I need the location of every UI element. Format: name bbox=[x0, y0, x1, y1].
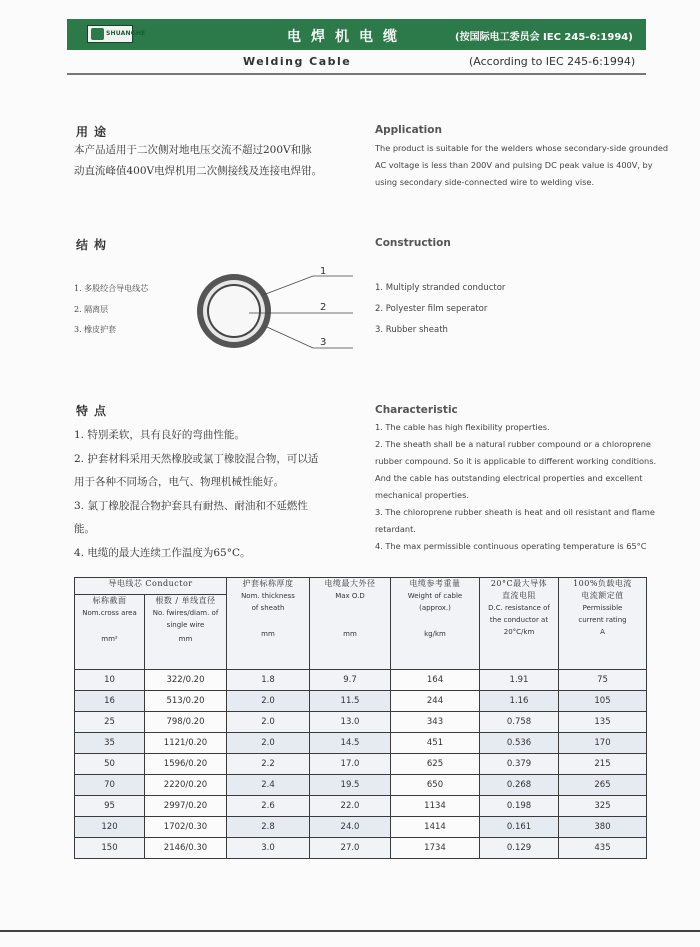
characteristic-cn-line: 2. 护套材料采用天然橡胶或氯丁橡胶混合物，可以适 bbox=[74, 452, 319, 465]
table-cell: 2.0 bbox=[227, 691, 310, 712]
application-en-line: The product is suitable for the welders whose secondary-side grounded bbox=[375, 143, 669, 153]
construction-item-en: 2. Polyester film seperator bbox=[375, 304, 488, 314]
characteristic-text-en bbox=[375, 419, 656, 555]
characteristic-text-cn bbox=[74, 424, 349, 565]
application-cn-line: 本产品适用于二次侧对地电压交流不超过200V和脉 bbox=[74, 144, 312, 156]
table-cell: 16 bbox=[75, 691, 145, 712]
table-cell: 9.7 bbox=[310, 670, 391, 691]
application-cn-line: 动直流峰值400V电焊机用二次侧接线及连接电焊钳。 bbox=[74, 165, 323, 177]
table-cell: 50 bbox=[75, 754, 145, 775]
table-cell: 2.0 bbox=[227, 733, 310, 754]
table-row bbox=[75, 796, 647, 817]
table-cell: 1121/0.20 bbox=[145, 733, 227, 754]
table-row bbox=[75, 838, 647, 859]
table-cell: 322/0.20 bbox=[145, 670, 227, 691]
application-heading-cn: 用途 bbox=[76, 125, 113, 139]
header-unit: mm bbox=[261, 630, 275, 638]
title-cn: 电焊机电缆 bbox=[287, 29, 407, 45]
table-cell: 25 bbox=[75, 712, 145, 733]
callout-line-1 bbox=[263, 276, 353, 295]
application-heading-en: Application bbox=[375, 124, 442, 136]
application-text-en bbox=[375, 140, 668, 191]
column-header-max-od bbox=[310, 578, 391, 670]
table-cell: 513/0.20 bbox=[145, 691, 227, 712]
header-en: Weight of cable bbox=[407, 592, 463, 600]
header-unit: 20°C/km bbox=[503, 628, 535, 636]
header-en: (approx.) bbox=[419, 604, 451, 612]
table-cell: 3.0 bbox=[227, 838, 310, 859]
table-cell: 0.536 bbox=[480, 733, 559, 754]
table-cell: 17.0 bbox=[310, 754, 391, 775]
table-cell: 244 bbox=[391, 691, 480, 712]
table-cell: 75 bbox=[559, 670, 647, 691]
table-cell: 1414 bbox=[391, 817, 480, 838]
table-row bbox=[75, 775, 647, 796]
construction-heading-en: Construction bbox=[375, 237, 451, 249]
table-row bbox=[75, 754, 647, 775]
application-en-line: AC voltage is less than 200V and pulsing DC peak value is 400V, by bbox=[375, 160, 653, 170]
table-cell: 1.91 bbox=[480, 670, 559, 691]
table-cell: 435 bbox=[559, 838, 647, 859]
column-header-wires bbox=[145, 595, 227, 670]
header-en: Nom. thickness bbox=[241, 592, 295, 600]
header-cn: 根数 / 单线直径 bbox=[155, 596, 216, 605]
column-header-weight bbox=[391, 578, 480, 670]
header-cn: 电流额定值 bbox=[581, 591, 624, 600]
header-en: Nom.cross area bbox=[82, 609, 137, 617]
table-cell: 105 bbox=[559, 691, 647, 712]
table-cell: 120 bbox=[75, 817, 145, 838]
logo-text: SHUANGHE bbox=[106, 30, 146, 37]
characteristic-en-line: 1. The cable has high flexibility properties. bbox=[375, 422, 550, 432]
table-cell: 1.8 bbox=[227, 670, 310, 691]
construction-item-cn: 1. 多股绞合导电线芯 bbox=[74, 284, 149, 293]
table-cell: 35 bbox=[75, 733, 145, 754]
header-en: No. fwires/diam. of bbox=[152, 609, 219, 617]
table-cell: 1734 bbox=[391, 838, 480, 859]
table-cell: 24.0 bbox=[310, 817, 391, 838]
table-cell: 2.8 bbox=[227, 817, 310, 838]
standard-cn: (按国际电工委员会 IEC 245-6:1994) bbox=[455, 32, 633, 43]
callout-label-2: 2 bbox=[320, 302, 327, 313]
table-cell: 70 bbox=[75, 775, 145, 796]
table-cell: 1596/0.20 bbox=[145, 754, 227, 775]
table-cell: 215 bbox=[559, 754, 647, 775]
table-cell: 0.129 bbox=[480, 838, 559, 859]
header-unit: kg/km bbox=[424, 630, 446, 638]
header-cn: 100%负载电流 bbox=[573, 579, 632, 588]
title-en: Welding Cable bbox=[243, 55, 352, 68]
table-cell: 798/0.20 bbox=[145, 712, 227, 733]
table-cell: 11.5 bbox=[310, 691, 391, 712]
table-cell: 10 bbox=[75, 670, 145, 691]
callout-label-3: 3 bbox=[320, 337, 327, 348]
table-cell: 2.2 bbox=[227, 754, 310, 775]
header-cn: 电缆参考重量 bbox=[409, 579, 461, 588]
construction-heading-cn: 结构 bbox=[76, 238, 113, 252]
header-en: Permissible bbox=[582, 604, 623, 612]
header-en: the conductor at bbox=[489, 616, 549, 624]
construction-item-cn: 2. 隔离层 bbox=[74, 305, 109, 314]
table-cell: 19.5 bbox=[310, 775, 391, 796]
application-en-line: using secondary side-connected wire to welding vise. bbox=[375, 177, 595, 187]
characteristic-en-line: 3. The chloroprene rubber sheath is heat and oil resistant and flame bbox=[375, 507, 655, 517]
column-header-resistance bbox=[480, 578, 559, 670]
column-header-cross-area bbox=[75, 595, 145, 670]
column-header-sheath bbox=[227, 578, 310, 670]
table-cell: 13.0 bbox=[310, 712, 391, 733]
table-row bbox=[75, 670, 647, 691]
conductor-core bbox=[209, 286, 259, 336]
construction-item-en: 3. Rubber sheath bbox=[375, 325, 448, 335]
header-cn: 护套标称厚度 bbox=[242, 579, 294, 588]
table-cell: 1134 bbox=[391, 796, 480, 817]
characteristic-en-line: mechanical properties. bbox=[375, 490, 469, 500]
table-cell: 2146/0.30 bbox=[145, 838, 227, 859]
column-header-current bbox=[559, 578, 647, 670]
table-cell: 150 bbox=[75, 838, 145, 859]
table-cell: 343 bbox=[391, 712, 480, 733]
table-cell: 650 bbox=[391, 775, 480, 796]
characteristic-cn-line: 3. 氯丁橡胶混合物护套具有耐热、耐油和不延燃性 bbox=[74, 499, 308, 512]
construction-item-en: 1. Multiply stranded conductor bbox=[375, 283, 506, 293]
table-cell: 164 bbox=[391, 670, 480, 691]
conductor-group-header: 导电线芯 Conductor bbox=[75, 578, 227, 595]
table-cell: 14.5 bbox=[310, 733, 391, 754]
table-cell: 2997/0.20 bbox=[145, 796, 227, 817]
header-en: single wire bbox=[166, 621, 205, 629]
table-row bbox=[75, 817, 647, 838]
table-cell: 325 bbox=[559, 796, 647, 817]
table-cell: 2.4 bbox=[227, 775, 310, 796]
title-bar bbox=[67, 19, 646, 50]
characteristic-cn-line: 能。 bbox=[74, 523, 95, 535]
table-cell: 95 bbox=[75, 796, 145, 817]
header-en: D.C. resistance of bbox=[488, 604, 550, 612]
header-en: Max O.D bbox=[335, 592, 365, 600]
table-row bbox=[75, 712, 647, 733]
header-cn: 直流电阻 bbox=[502, 591, 536, 600]
characteristic-en-line: rubber compound. So it is applicable to different working conditions. bbox=[375, 456, 657, 466]
table-cell: 451 bbox=[391, 733, 480, 754]
table-cell: 170 bbox=[559, 733, 647, 754]
callout-line-3 bbox=[267, 327, 353, 348]
specification-table bbox=[74, 577, 647, 859]
characteristic-cn-line: 4. 电缆的最大连续工作温度为65°C。 bbox=[74, 546, 251, 559]
specification-table-body bbox=[75, 670, 647, 859]
header-unit: A bbox=[600, 628, 605, 636]
table-cell: 0.198 bbox=[480, 796, 559, 817]
logo-mark-icon bbox=[91, 28, 104, 40]
characteristic-en-line: retardant. bbox=[375, 524, 416, 534]
company-logo bbox=[87, 25, 146, 43]
cable-cross-section-diagram bbox=[185, 265, 355, 355]
header-en: of sheath bbox=[251, 604, 285, 612]
table-cell: 22.0 bbox=[310, 796, 391, 817]
table-cell: 0.758 bbox=[480, 712, 559, 733]
table-cell: 380 bbox=[559, 817, 647, 838]
standard-en: (According to IEC 245-6:1994) bbox=[469, 55, 636, 68]
characteristic-cn-line: 用于各种不同场合，电气、物理机械性能好。 bbox=[74, 476, 284, 488]
header-cn: 电缆最大外径 bbox=[324, 579, 376, 588]
table-cell: 27.0 bbox=[310, 838, 391, 859]
header-cn: 标称截面 bbox=[92, 596, 127, 605]
table-cell: 0.268 bbox=[480, 775, 559, 796]
table-cell: 2220/0.20 bbox=[145, 775, 227, 796]
page-bottom-edge bbox=[0, 930, 700, 932]
characteristic-en-line: 4. The max permissible continuous operating temperature is 65°C bbox=[375, 541, 647, 551]
characteristic-en-line: 2. The sheath shall be a natural rubber compound or a chloroprene bbox=[375, 439, 651, 449]
header-divider bbox=[67, 73, 646, 75]
table-row bbox=[75, 691, 647, 712]
header-en: current rating bbox=[578, 616, 627, 624]
characteristic-heading-cn: 特点 bbox=[76, 404, 113, 418]
characteristic-en-line: And the cable has outstanding electrical properties and excellent bbox=[375, 473, 643, 483]
table-cell: 1.16 bbox=[480, 691, 559, 712]
callout-label-1: 1 bbox=[320, 266, 327, 277]
header-cn: 20°C最大导体 bbox=[490, 579, 548, 588]
table-cell: 0.161 bbox=[480, 817, 559, 838]
characteristic-cn-line: 1. 特别柔软，具有良好的弯曲性能。 bbox=[74, 429, 245, 441]
application-text-cn bbox=[74, 140, 349, 182]
header-unit: mm bbox=[178, 635, 193, 643]
table-cell: 265 bbox=[559, 775, 647, 796]
characteristic-heading-en: Characteristic bbox=[375, 404, 458, 416]
table-row bbox=[75, 733, 647, 754]
table-cell: 1702/0.30 bbox=[145, 817, 227, 838]
header-unit: mm bbox=[343, 630, 357, 638]
table-cell: 0.379 bbox=[480, 754, 559, 775]
construction-item-cn: 3. 橡皮护套 bbox=[74, 325, 117, 334]
table-cell: 135 bbox=[559, 712, 647, 733]
table-cell: 625 bbox=[391, 754, 480, 775]
table-cell: 2.0 bbox=[227, 712, 310, 733]
table-cell: 2.6 bbox=[227, 796, 310, 817]
header-unit: mm² bbox=[101, 635, 118, 643]
